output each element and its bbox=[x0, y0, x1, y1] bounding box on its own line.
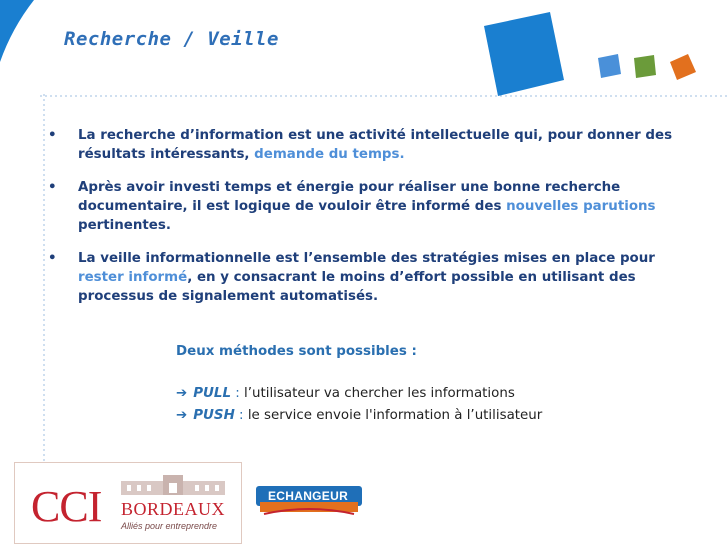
corner-decoration bbox=[0, 0, 70, 80]
method-separator: : bbox=[231, 386, 245, 401]
echangeur-logo bbox=[256, 486, 362, 518]
bullet-text-after: , en y consacrant le moins d’effort possible en utilisant des processus de signalement automatisés. bbox=[78, 270, 636, 304]
bullet-highlight: demande du temps. bbox=[254, 147, 405, 162]
cci-logo-tagline: Alliés pour entreprendre bbox=[121, 521, 218, 531]
bullet-text-after: pertinentes. bbox=[78, 218, 171, 233]
decorative-squares bbox=[468, 8, 728, 108]
bullet-item bbox=[44, 126, 684, 164]
method-key: PULL bbox=[193, 386, 231, 401]
bullet-list bbox=[44, 126, 684, 320]
echangeur-logo-text: ECHANGEUR bbox=[268, 489, 349, 503]
bullet-item bbox=[44, 249, 684, 306]
cci-logo-city: BORDEAUX bbox=[121, 499, 226, 519]
bullet-highlight: rester informé bbox=[78, 270, 188, 285]
bullet-text: La veille informationnelle est l’ensemble des stratégies mises en place pour bbox=[78, 251, 655, 266]
small-blue-square bbox=[598, 54, 621, 78]
method-desc: le service envoie l'information à l’utilisateur bbox=[247, 408, 543, 423]
method-push bbox=[176, 408, 542, 423]
bullet-text: Après avoir investi temps et énergie pour réaliser une bonne recherche documentaire, il est logique de vouloir être informé des bbox=[78, 180, 621, 214]
bullet-item bbox=[44, 178, 684, 235]
small-green-square bbox=[634, 55, 656, 78]
bullet-marker: • bbox=[48, 128, 57, 143]
small-orange-square bbox=[670, 54, 696, 80]
method-separator: : bbox=[234, 408, 248, 423]
title-divider bbox=[40, 94, 728, 98]
bullet-marker: • bbox=[48, 251, 57, 266]
bullet-marker: • bbox=[48, 180, 57, 195]
building-icon bbox=[119, 473, 229, 497]
arrow-icon: ➔ bbox=[176, 386, 188, 401]
large-blue-square bbox=[484, 12, 564, 96]
cci-bordeaux-logo bbox=[14, 462, 242, 544]
bullet-text: La recherche d’information est une activité intellectuelle qui, pour donner des résultats intéressants, bbox=[78, 128, 673, 162]
cci-logo-letters: CCI bbox=[31, 482, 102, 531]
arrow-icon: ➔ bbox=[176, 408, 188, 423]
bullet-highlight: nouvelles parutions bbox=[506, 199, 656, 214]
method-desc: l’utilisateur va chercher les informations bbox=[244, 386, 515, 401]
methods-title: Deux méthodes sont possibles : bbox=[176, 344, 417, 359]
method-key: PUSH bbox=[193, 408, 235, 423]
slide-title: Recherche / Veille bbox=[64, 28, 279, 50]
method-pull bbox=[176, 386, 515, 401]
